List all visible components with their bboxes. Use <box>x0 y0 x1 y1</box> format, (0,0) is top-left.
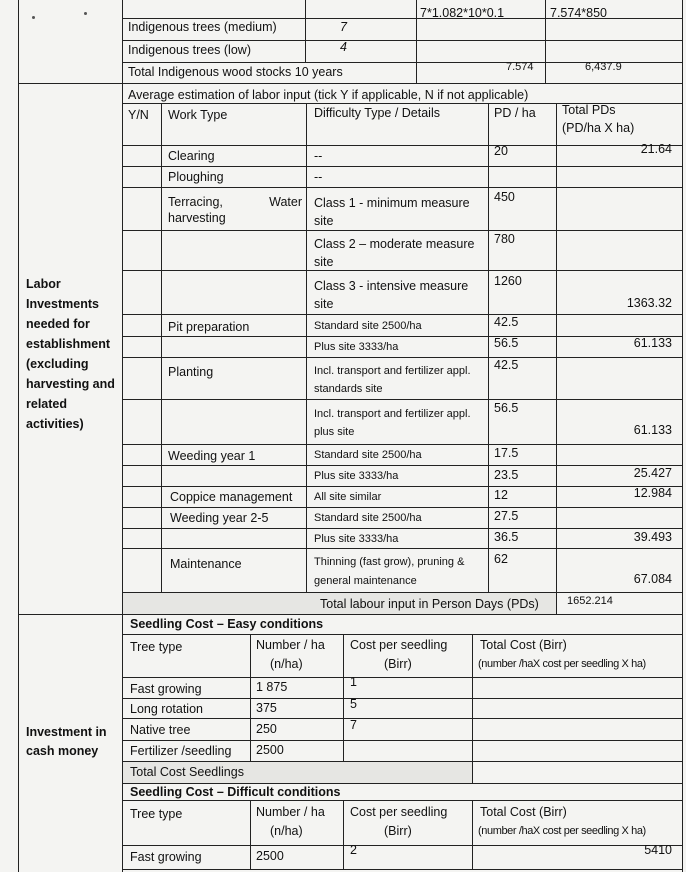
labor-work: Coppice management <box>170 490 293 504</box>
labor-pd: 42.5 <box>494 315 519 329</box>
labor-detail: Class 1 - minimum measure site <box>314 196 470 228</box>
col-number-sub: (n/ha) <box>270 824 303 838</box>
labor-detail: Plus site 3333/ha <box>314 470 399 482</box>
difficult-cost: 2 <box>350 843 357 857</box>
labor-detail: -- <box>314 170 323 184</box>
top-row-formula: 7.574*850 <box>550 6 608 20</box>
difficult-total: 5410 <box>644 843 672 857</box>
total-seedlings-label: Total Cost Seedlings <box>130 765 244 779</box>
labor-detail: -- <box>314 149 323 163</box>
labor-total: 1363.32 <box>626 296 672 310</box>
labor-total: 12.984 <box>633 486 672 500</box>
difficult-title: Seedling Cost – Difficult conditions <box>130 785 341 799</box>
labor-work: Planting <box>168 365 214 379</box>
top-total-a: 7.574 <box>506 61 534 73</box>
top-total-label: Total Indigenous wood stocks 10 years <box>128 65 343 79</box>
labor-work: Ploughing <box>168 170 224 184</box>
col-cost: Cost per seedling <box>350 805 448 819</box>
col-cost: Cost per seedling <box>350 638 448 652</box>
labor-detail: Standard site 2500/ha <box>314 320 422 332</box>
labor-detail: Standard site 2500/ha <box>314 512 422 524</box>
labor-detail: Plus site 3333/ha <box>314 341 399 353</box>
col-total-pds: Total PDs <box>562 103 616 117</box>
labor-total-label: Total labour input in Person Days (PDs) <box>320 597 539 611</box>
col-pd-ha: PD / ha <box>494 106 536 120</box>
col-difficulty: Difficulty Type / Details <box>314 106 440 120</box>
labor-detail: Plus site 3333/ha <box>314 533 399 545</box>
labor-detail: Class 2 – moderate measure site <box>314 237 475 269</box>
labor-pd: 56.5 <box>494 401 519 415</box>
labor-detail: All site similar <box>314 491 382 503</box>
labor-pd: 17.5 <box>494 446 519 460</box>
labor-work: Pit preparation <box>168 320 250 334</box>
labor-detail: Incl. transport and fertilizer appl. plus site <box>314 408 471 438</box>
labor-work: Terracing, Water harvesting <box>168 195 302 225</box>
labor-pd: 23.5 <box>494 468 519 482</box>
labor-heading: Average estimation of labor input (tick Y if applicable, N if not applicable) <box>128 88 529 102</box>
top-row-label: Indigenous trees (low) <box>128 43 251 57</box>
easy-cost: 7 <box>350 718 357 732</box>
labor-pd: 42.5 <box>494 358 519 372</box>
top-row-label: Indigenous trees (medium) <box>128 20 277 34</box>
labor-pd: 36.5 <box>494 530 519 544</box>
col-number: Number / ha <box>256 638 325 652</box>
difficult-type: Fast growing <box>130 850 202 864</box>
right-border <box>682 0 683 872</box>
col-tree-type: Tree type <box>130 807 183 821</box>
col-total-cost-sub: (number /haX cost per seedling X ha) <box>478 658 646 670</box>
labor-pd: 27.5 <box>494 509 519 523</box>
easy-number: 2500 <box>256 743 284 757</box>
labor-pd: 56.5 <box>494 336 519 350</box>
col-total-pds-sub: (PD/ha X ha) <box>562 121 635 135</box>
top-row-value: 7 <box>340 20 347 34</box>
labor-total: 67.084 <box>633 572 672 586</box>
easy-number: 375 <box>256 701 277 715</box>
left-border <box>18 0 19 872</box>
easy-number: 250 <box>256 722 277 736</box>
labor-total: 39.493 <box>633 530 672 544</box>
col-total-cost: Total Cost (Birr) <box>480 638 567 652</box>
easy-type: Fertilizer /seedling <box>130 744 232 758</box>
labor-total: 21.64 <box>640 142 672 156</box>
col-total-cost: Total Cost (Birr) <box>480 805 567 819</box>
labor-pd: 780 <box>494 232 515 246</box>
labor-work: Weeding year 2-5 <box>170 511 269 525</box>
labor-work: Weeding year 1 <box>168 449 256 463</box>
top-total-b: 6,437.9 <box>585 61 622 73</box>
easy-type: Fast growing <box>130 682 202 696</box>
cash-side-label: Investment in cash money <box>26 725 107 758</box>
top-row-value: 4 <box>340 40 347 54</box>
labor-work: Clearing <box>168 149 215 163</box>
difficult-number: 2500 <box>256 849 284 863</box>
labor-detail: Incl. transport and fertilizer appl. standards site <box>314 365 471 395</box>
labor-pd: 450 <box>494 190 515 204</box>
easy-title: Seedling Cost – Easy conditions <box>130 617 324 631</box>
col-number-sub: (n/ha) <box>270 657 303 671</box>
col-number: Number / ha <box>256 805 325 819</box>
easy-number: 1 875 <box>256 680 288 694</box>
col-total-cost-sub: (number /haX cost per seedling X ha) <box>478 825 646 837</box>
col-work-type: Work Type <box>168 108 228 122</box>
labor-pd: 62 <box>494 552 508 566</box>
labor-detail: Thinning (fast grow), pruning & general maintenance <box>314 556 465 587</box>
col-cost-sub: (Birr) <box>384 657 412 671</box>
labor-pd: 12 <box>494 488 508 502</box>
labor-total-value: 1652.214 <box>567 595 613 607</box>
easy-type: Native tree <box>130 723 191 737</box>
labor-detail: Class 3 - intensive measure site <box>314 279 469 311</box>
labor-side-label: Labor Investments needed for establishment (excluding harvesting and related activities) <box>26 277 115 431</box>
top-row-formula: 7*1.082*10*0.1 <box>420 6 505 20</box>
labor-total: 25.427 <box>633 466 672 480</box>
labor-pd: 20 <box>494 144 508 158</box>
labor-total: 61.133 <box>633 336 672 350</box>
easy-cost: 5 <box>350 697 357 711</box>
labor-total: 61.133 <box>633 423 672 437</box>
col-yn: Y/N <box>128 108 149 122</box>
labor-work: Maintenance <box>170 557 242 571</box>
col-cost-sub: (Birr) <box>384 824 412 838</box>
labor-pd: 1260 <box>494 274 522 288</box>
labor-detail: Standard site 2500/ha <box>314 449 422 461</box>
easy-type: Long rotation <box>130 702 203 716</box>
label-column-divider <box>122 0 123 872</box>
col-tree-type: Tree type <box>130 640 183 654</box>
easy-cost: 1 <box>350 675 357 689</box>
